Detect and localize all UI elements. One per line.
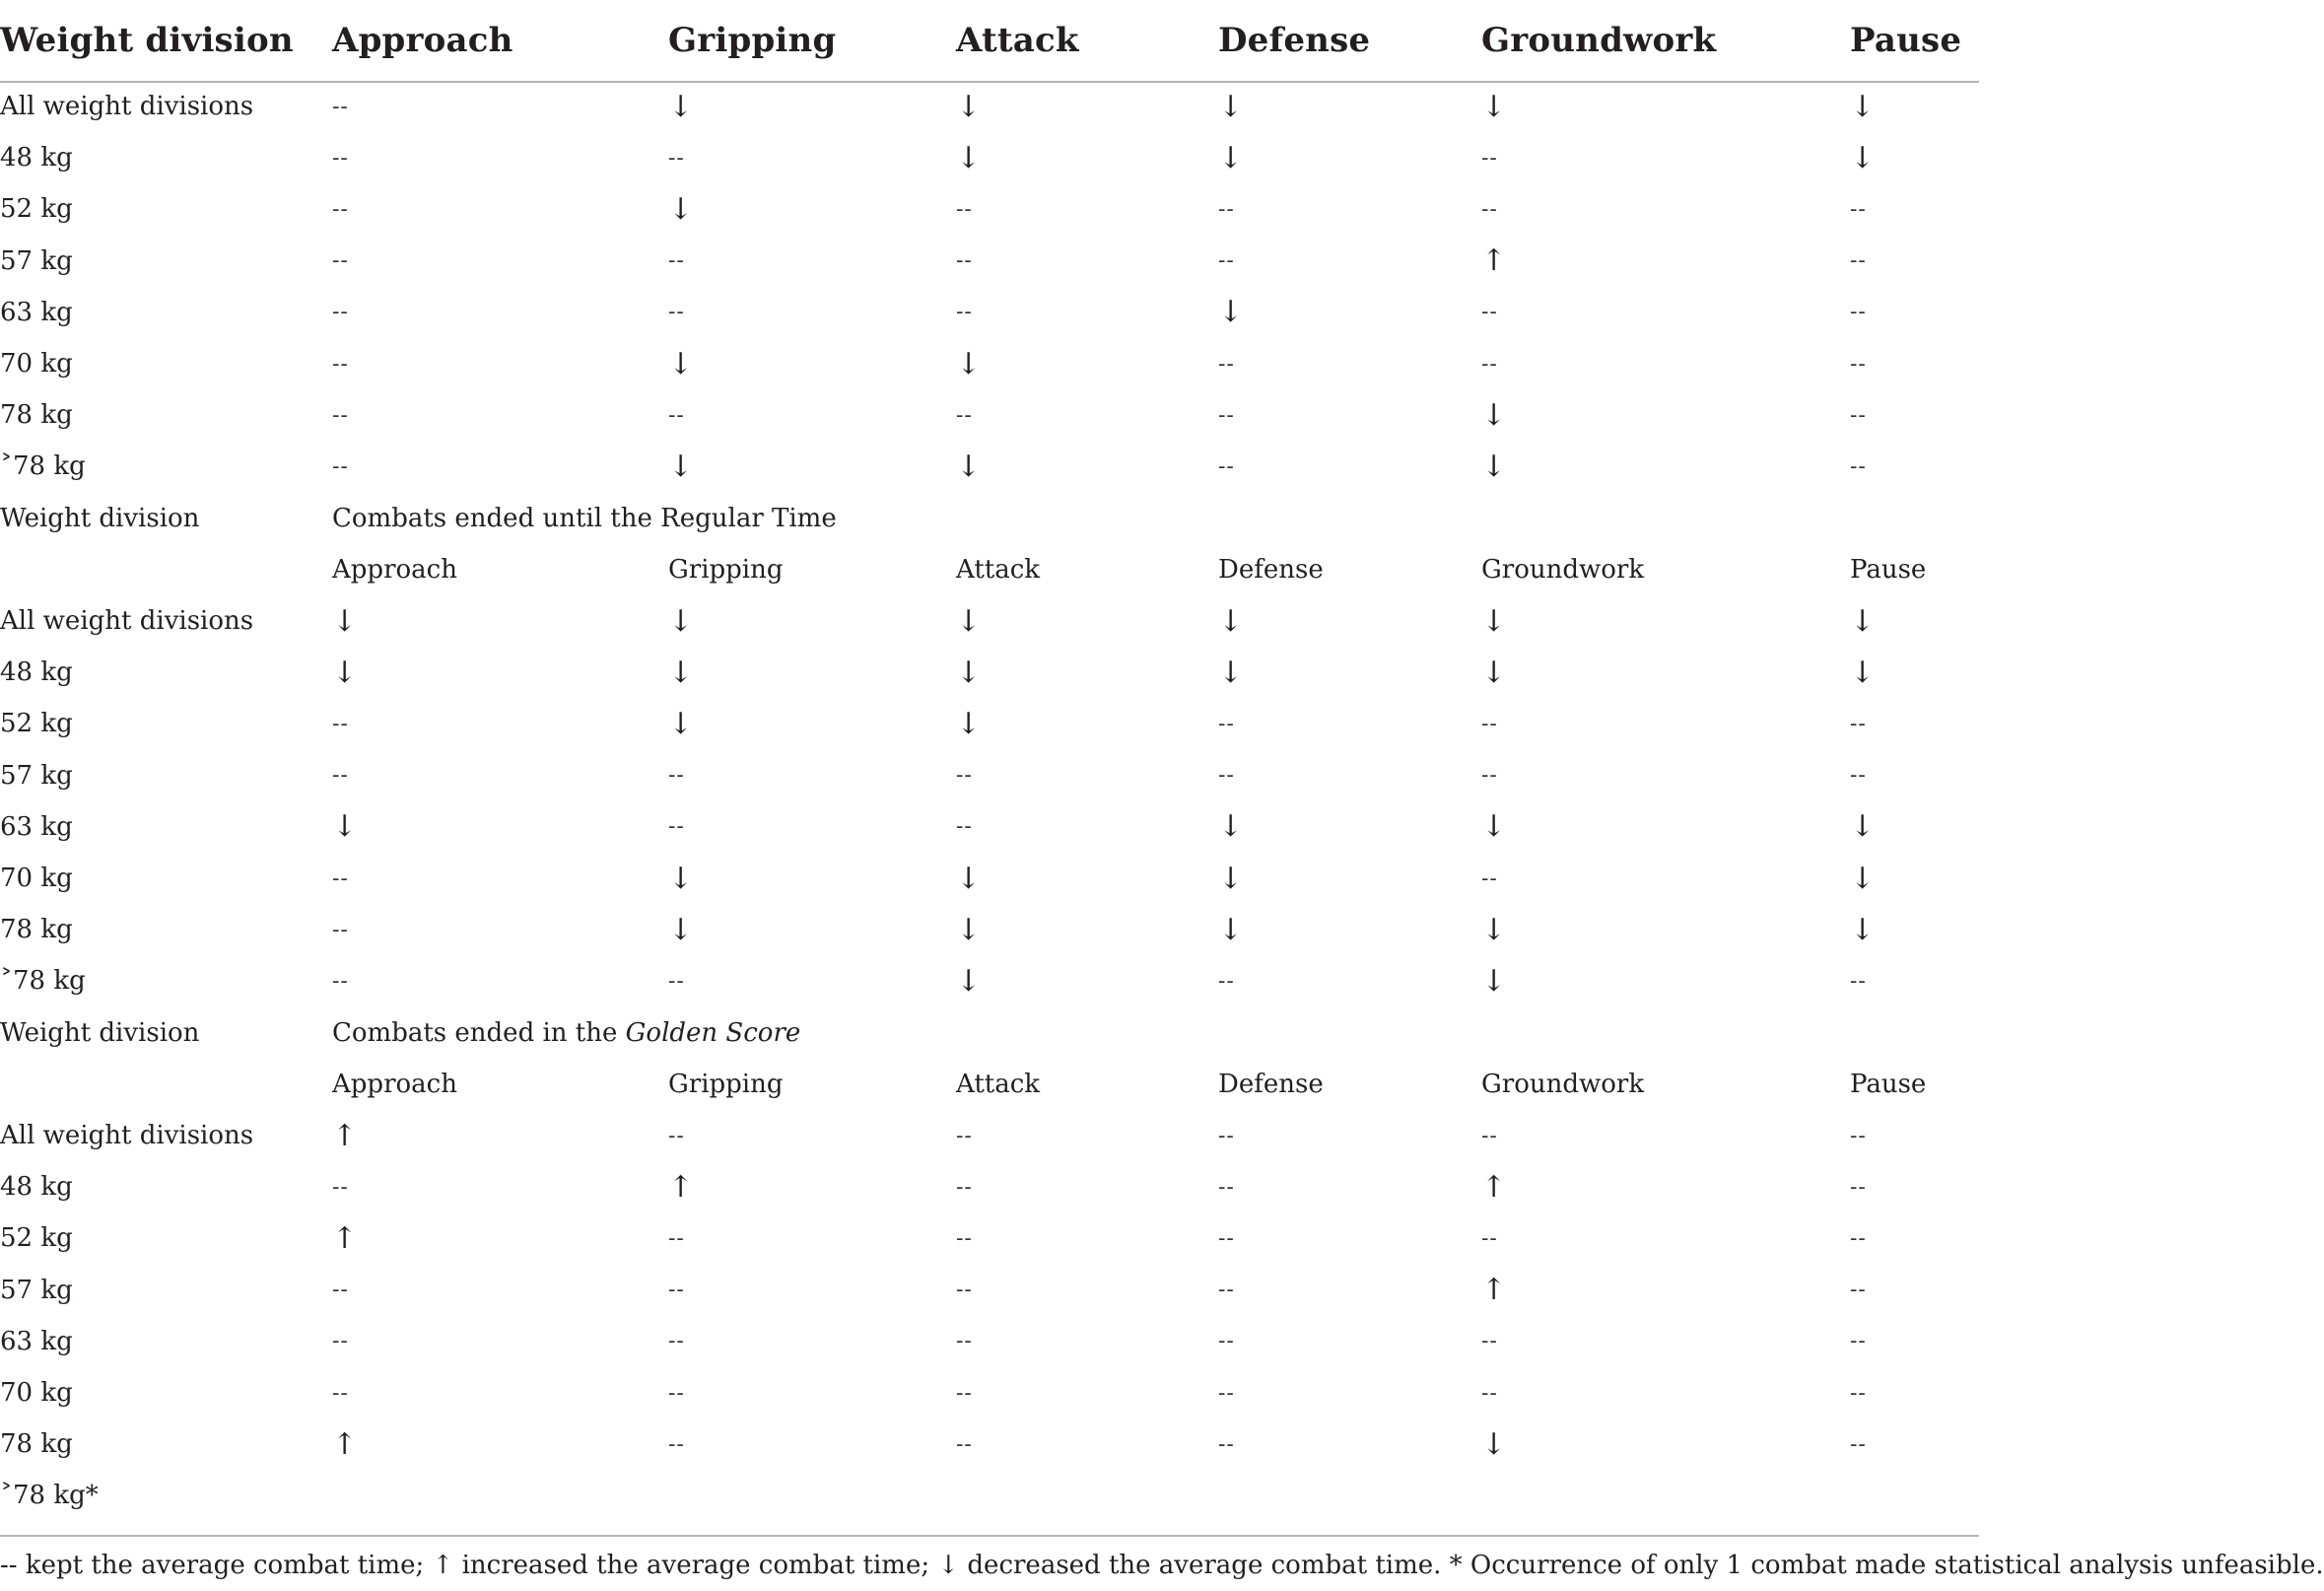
table-cell: -- xyxy=(1481,1225,1498,1251)
table-cell: ↓ xyxy=(956,963,982,999)
table-cell: ↓ xyxy=(1481,89,1507,124)
table-cell: -- xyxy=(1218,351,1235,377)
table-cell: -- xyxy=(1850,1225,1867,1251)
table-cell: -- xyxy=(956,248,973,274)
weight-division-cell: 78 kg xyxy=(0,915,73,945)
table-cell: -- xyxy=(1481,763,1498,789)
weight-division-cell: 63 kg xyxy=(0,297,73,327)
weight-division-cell: All weight divisions xyxy=(0,92,254,121)
table-cell: -- xyxy=(1218,1123,1235,1148)
table-cell: ↓ xyxy=(1481,1426,1507,1462)
table-row xyxy=(0,183,1979,235)
table-cell: -- xyxy=(1218,1431,1235,1457)
table-cell: -- xyxy=(1481,865,1498,891)
table-cell: -- xyxy=(1218,196,1235,222)
table-cell: ↓ xyxy=(668,655,694,690)
table-row xyxy=(0,1212,1979,1264)
table-cell: -- xyxy=(668,1431,685,1457)
table-row xyxy=(0,647,1979,698)
weight-division-cell: 52 kg xyxy=(0,709,73,739)
header-groundwork: Groundwork xyxy=(1481,21,1717,60)
section-subheader-row xyxy=(0,1059,1979,1110)
table-cell: -- xyxy=(332,300,349,325)
subheader-cell: Groundwork xyxy=(1481,554,1645,585)
weight-division-cell: ˃78 kg* xyxy=(0,1481,99,1511)
subheader-cell: Gripping xyxy=(668,1069,784,1099)
table-cell: -- xyxy=(332,968,349,994)
weight-division-cell: 48 kg xyxy=(0,1172,73,1203)
table-cell: -- xyxy=(956,1225,973,1251)
table-cell: -- xyxy=(956,1431,973,1457)
table-cell: -- xyxy=(956,300,973,325)
section-title xyxy=(332,1007,800,1059)
table-cell: ↓ xyxy=(668,603,694,639)
table-cell: -- xyxy=(1218,248,1235,274)
table-cell: ↓ xyxy=(956,912,982,947)
table-cell: -- xyxy=(668,763,685,789)
table-cell: -- xyxy=(1850,1174,1867,1200)
table-row xyxy=(0,1470,1979,1521)
table-cell: ↓ xyxy=(1850,912,1876,947)
table-row xyxy=(0,441,1979,492)
table-cell: ↓ xyxy=(1218,655,1244,690)
section-title-row xyxy=(0,493,1979,544)
table-cell: -- xyxy=(332,763,349,789)
subheader-cell: Gripping xyxy=(668,554,784,585)
table-cell: -- xyxy=(332,711,349,736)
table-cell: -- xyxy=(1218,453,1235,479)
table-cell: -- xyxy=(1481,1123,1498,1148)
table-cell: -- xyxy=(668,1123,685,1148)
table-cell: -- xyxy=(1481,711,1498,736)
table-row xyxy=(0,338,1979,389)
table-cell: ↓ xyxy=(956,603,982,639)
table-cell: -- xyxy=(1218,763,1235,789)
table-footnote: -- kept the average combat time; ↑ increased the average combat time; ↓ decreased the average combat time. * Occurrence of only 1 combat made statistical analysis unfeasible. xyxy=(0,1551,2324,1580)
table-row xyxy=(0,287,1979,338)
header-gripping: Gripping xyxy=(668,21,837,60)
header-weight-division: Weight division xyxy=(0,21,294,60)
subheader-cell: Groundwork xyxy=(1481,1069,1645,1099)
table-row xyxy=(0,698,1979,749)
footer-divider xyxy=(0,1535,1979,1537)
table-cell: ↓ xyxy=(1481,603,1507,639)
table-cell: -- xyxy=(332,402,349,428)
table-cell: -- xyxy=(1850,1431,1867,1457)
table-cell: -- xyxy=(1481,1329,1498,1354)
table-cell: -- xyxy=(956,1278,973,1303)
table-cell: ↓ xyxy=(332,655,358,690)
table-cell: -- xyxy=(332,453,349,479)
table-row xyxy=(0,1161,1979,1212)
weight-division-cell: 70 kg xyxy=(0,1378,73,1408)
table-cell: ↓ xyxy=(1481,809,1507,845)
table-row xyxy=(0,1110,1979,1161)
table-cell: -- xyxy=(1850,300,1867,325)
table-cell: ↓ xyxy=(1218,295,1244,330)
section-title: Combats ended until the Regular Time xyxy=(332,503,837,533)
table-cell: ↓ xyxy=(1850,89,1876,124)
section-title-italic: Golden Score xyxy=(625,1017,801,1048)
table-cell: ↓ xyxy=(668,912,694,947)
table-cell: -- xyxy=(668,248,685,274)
section-subheader-row xyxy=(0,544,1979,595)
subheader-cell: Approach xyxy=(332,554,457,585)
table-cell: -- xyxy=(1218,968,1235,994)
table-cell: -- xyxy=(668,1278,685,1303)
table-cell: -- xyxy=(1850,196,1867,222)
table-cell: -- xyxy=(332,917,349,942)
table-cell: -- xyxy=(1850,968,1867,994)
table-cell: ↓ xyxy=(1218,603,1244,639)
table-cell: -- xyxy=(332,1174,349,1200)
table-cell: -- xyxy=(1850,1380,1867,1406)
table-cell: -- xyxy=(956,1380,973,1406)
table-row xyxy=(0,1265,1979,1316)
table-row xyxy=(0,1367,1979,1418)
table-cell: -- xyxy=(332,865,349,891)
subheader-cell: Defense xyxy=(1218,1069,1324,1099)
table-cell: ↓ xyxy=(956,140,982,175)
table-cell: ↓ xyxy=(1218,809,1244,845)
table-cell: -- xyxy=(332,1329,349,1354)
header-pause: Pause xyxy=(1850,21,1962,60)
table-cell: -- xyxy=(1850,1329,1867,1354)
subheader-cell: Pause xyxy=(1850,1069,1927,1099)
table-row xyxy=(0,595,1979,647)
table-cell: ↑ xyxy=(668,1169,694,1205)
table-cell: ↓ xyxy=(956,449,982,484)
subheader-cell: Defense xyxy=(1218,554,1324,585)
table-cell: ↓ xyxy=(1218,861,1244,896)
table-cell: ↓ xyxy=(668,346,694,381)
table-cell: ↓ xyxy=(668,449,694,484)
table-cell: -- xyxy=(956,814,973,840)
weight-division-cell: 48 kg xyxy=(0,143,73,173)
table-row xyxy=(0,236,1979,287)
table-cell: ↓ xyxy=(1850,140,1876,175)
table-cell: -- xyxy=(1218,1278,1235,1303)
table-cell: ↓ xyxy=(1850,655,1876,690)
table-cell: ↑ xyxy=(332,1426,358,1462)
table-cell: -- xyxy=(1850,763,1867,789)
table-cell: -- xyxy=(332,196,349,222)
table-cell: -- xyxy=(668,1380,685,1406)
weight-division-cell: 70 kg xyxy=(0,349,73,379)
table-cell: -- xyxy=(1850,453,1867,479)
subheader-cell: Attack xyxy=(956,1069,1041,1099)
table-cell: -- xyxy=(1850,248,1867,274)
table-cell: -- xyxy=(668,968,685,994)
table-cell: ↓ xyxy=(956,861,982,896)
table-cell: -- xyxy=(332,94,349,119)
table-cell: -- xyxy=(1218,711,1235,736)
weight-division-cell: 52 kg xyxy=(0,194,73,225)
table-cell: ↓ xyxy=(956,706,982,741)
header-defense: Defense xyxy=(1218,21,1371,60)
table-row xyxy=(0,81,1979,132)
table-cell: ↓ xyxy=(1481,963,1507,999)
table-cell: ↑ xyxy=(332,1118,358,1153)
table-cell: -- xyxy=(956,1174,973,1200)
table-cell: -- xyxy=(1481,145,1498,171)
table-cell: -- xyxy=(956,196,973,222)
subheader-cell: Approach xyxy=(332,1069,457,1099)
weight-division-cell: 70 kg xyxy=(0,864,73,893)
table-row xyxy=(0,853,1979,904)
weight-division-cell: 63 kg xyxy=(0,1326,73,1356)
table-cell: ↓ xyxy=(956,655,982,690)
table-cell: ↓ xyxy=(332,603,358,639)
weight-division-cell: All weight divisions xyxy=(0,606,254,636)
table-cell: -- xyxy=(1218,1225,1235,1251)
table-cell: ↓ xyxy=(1850,809,1876,845)
weight-division-cell: 78 kg xyxy=(0,400,73,431)
section-label: Weight division xyxy=(0,503,200,533)
table-cell: -- xyxy=(1218,402,1235,428)
table-cell: ↓ xyxy=(1481,655,1507,690)
table-cell: ↓ xyxy=(1850,603,1876,639)
table-cell: ↑ xyxy=(332,1220,358,1256)
table-cell: -- xyxy=(1481,1380,1498,1406)
table-cell: ↓ xyxy=(668,861,694,896)
table-cell: -- xyxy=(668,145,685,171)
table-cell: -- xyxy=(332,1278,349,1303)
table-cell: ↓ xyxy=(1481,397,1507,433)
weight-division-cell: All weight divisions xyxy=(0,1121,254,1150)
table-cell: -- xyxy=(332,351,349,377)
table-row xyxy=(0,1316,1979,1367)
table-cell: ↓ xyxy=(668,89,694,124)
table-cell: ↑ xyxy=(1481,1169,1507,1205)
table-row xyxy=(0,904,1979,955)
table-cell: -- xyxy=(1218,1380,1235,1406)
table-cell: -- xyxy=(1481,196,1498,222)
table-cell: ↓ xyxy=(1218,912,1244,947)
table-cell: -- xyxy=(956,1329,973,1354)
table-cell: ↓ xyxy=(668,191,694,227)
weight-division-cell: 57 kg xyxy=(0,245,73,276)
table-cell: ↓ xyxy=(1218,140,1244,175)
table-cell: ↓ xyxy=(956,89,982,124)
table-cell: ↓ xyxy=(1481,449,1507,484)
table-cell: -- xyxy=(332,1380,349,1406)
subheader-cell: Pause xyxy=(1850,554,1927,585)
table-cell: -- xyxy=(1481,351,1498,377)
table-cell: ↓ xyxy=(1481,912,1507,947)
subheader-cell: Attack xyxy=(956,554,1041,585)
weight-division-cell: 78 kg xyxy=(0,1429,73,1460)
table-row xyxy=(0,132,1979,183)
table-cell: -- xyxy=(668,1329,685,1354)
table-cell: -- xyxy=(668,402,685,428)
weight-division-cell: ˃78 kg xyxy=(0,966,86,997)
header-approach: Approach xyxy=(332,21,513,60)
section-title-row xyxy=(0,1007,1979,1059)
table-cell: -- xyxy=(1481,300,1498,325)
weight-division-cell: 48 kg xyxy=(0,657,73,688)
table-row xyxy=(0,955,1979,1006)
table-row xyxy=(0,389,1979,441)
table-cell: ↓ xyxy=(332,809,358,845)
table-cell: -- xyxy=(1850,1278,1867,1303)
weight-division-cell: ˃78 kg xyxy=(0,451,86,482)
table-cell: ↑ xyxy=(1481,243,1507,279)
table-header-row xyxy=(0,0,1979,83)
table-cell: -- xyxy=(668,300,685,325)
section-title-prefix: Combats ended in the xyxy=(332,1017,626,1048)
weight-division-cell: 63 kg xyxy=(0,811,73,842)
table-cell: ↓ xyxy=(668,706,694,741)
weight-division-cell: 57 kg xyxy=(0,1275,73,1305)
table-cell: -- xyxy=(1850,351,1867,377)
table-row xyxy=(0,1418,1979,1470)
table-cell: -- xyxy=(668,814,685,840)
table-cell: -- xyxy=(956,763,973,789)
table-cell: -- xyxy=(1850,711,1867,736)
header-attack: Attack xyxy=(956,21,1079,60)
table-row xyxy=(0,750,1979,801)
table-cell: ↓ xyxy=(956,346,982,381)
weight-division-cell: 52 kg xyxy=(0,1223,73,1254)
table-cell: -- xyxy=(956,402,973,428)
table-cell: -- xyxy=(332,145,349,171)
table-cell: -- xyxy=(332,248,349,274)
table-cell: -- xyxy=(1218,1174,1235,1200)
table-cell: -- xyxy=(956,1123,973,1148)
table-row xyxy=(0,801,1979,853)
weight-division-cell: 57 kg xyxy=(0,760,73,791)
table-cell: -- xyxy=(668,1225,685,1251)
table-cell: ↑ xyxy=(1481,1273,1507,1308)
section-label: Weight division xyxy=(0,1017,200,1048)
table-cell: ↓ xyxy=(1218,89,1244,124)
table-cell: -- xyxy=(1850,402,1867,428)
table-cell: -- xyxy=(1218,1329,1235,1354)
table-cell: -- xyxy=(1850,1123,1867,1148)
table-cell: ↓ xyxy=(1850,861,1876,896)
